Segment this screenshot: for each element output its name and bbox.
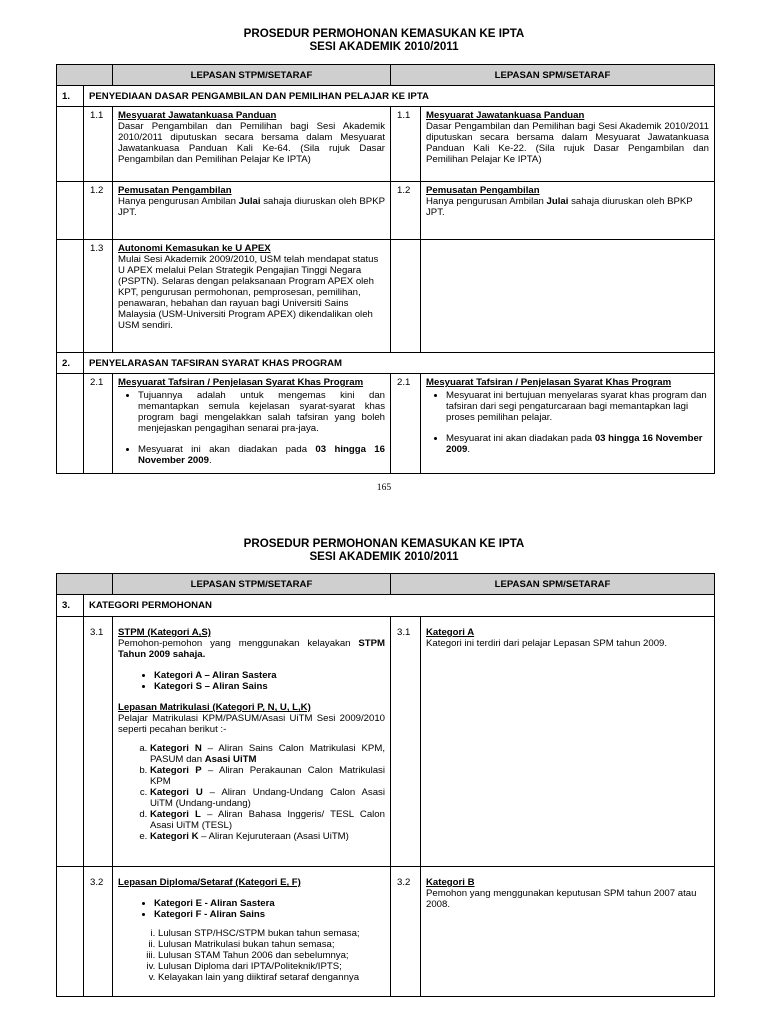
- cell-left: [113, 182, 391, 240]
- item-heading: Pemusatan Pengambilan: [118, 185, 232, 196]
- item-text: Pelajar Matrikulasi KPM/PASUM/Asasi UiTM Sesi 2009/2010 seperti pecahan berikut :-: [118, 713, 385, 735]
- list-item: • Kategori S – Aliran Sains: [154, 681, 385, 692]
- category-name: Kategori L: [150, 809, 201, 820]
- cell-left: [113, 867, 391, 997]
- bold-text: Julai: [546, 196, 569, 207]
- cell-right: [421, 374, 715, 474]
- cell-left: [113, 617, 391, 867]
- qualification-item: iii. Lulusan STAM Tahun 2006 dan sebelumnya;: [158, 950, 385, 961]
- item-text: Pemohon yang menggunakan keputusan SPM tahun 2007 atau 2008.: [426, 888, 697, 910]
- item-text: Kategori ini terdiri dari pelajar Lepasan SPM tahun 2009.: [426, 638, 668, 649]
- item-number: 1.2: [84, 182, 113, 240]
- list-item: • Kategori F - Aliran Sains: [154, 909, 385, 920]
- item-heading: Mesyuarat Jawatankuasa Panduan: [426, 110, 585, 121]
- bold-text: STPM Tahun 2009 sahaja.: [118, 638, 385, 660]
- category-list: [118, 743, 385, 842]
- bold-text: 03 hingga 16 November 2009: [446, 433, 703, 455]
- text-span: Hanya pengurusan Ambilan: [118, 196, 239, 207]
- column-header-stpm: LEPASAN STPM/SETARAF: [113, 574, 391, 595]
- item-number: 3.1: [391, 617, 421, 867]
- item-text: [118, 638, 385, 660]
- item-heading: Mesyuarat Tafsiran / Penjelasan Syarat Khas Program: [118, 377, 364, 388]
- item-text: [426, 196, 709, 218]
- qualification-list: [118, 928, 385, 983]
- category-desc: – Aliran Undang-Undang Calon Asasi UiTM (Undang-undang): [150, 787, 385, 809]
- category-item: [150, 831, 385, 842]
- item-heading: Kategori A: [426, 627, 475, 638]
- page-number: 165: [376, 482, 392, 493]
- column-header-row: [57, 574, 715, 595]
- category-desc: – Aliran Sains Calon Matrikulasi KPM, PASUM dan: [150, 743, 385, 765]
- row-2-1: [57, 374, 715, 474]
- item-text: Dasar Pengambilan dan Pemilihan bagi Sesi Akademik 2010/2011 diputuskan secara bersama dalam Mesyuarat Jawatankuasa Panduan Kali Ke-64. (Sila rujuk Dasar Pengambilan dan Pemilihan Pelajar Ke IPTA): [118, 121, 385, 165]
- item-text: [118, 196, 385, 218]
- item-number: 3.1: [84, 617, 113, 867]
- list-item: [138, 444, 385, 466]
- page-title-line2: SESI AKADEMIK 2010/2011: [309, 550, 459, 563]
- section-number: 1.: [57, 86, 84, 107]
- page-title-line2: SESI AKADEMIK 2010/2011: [309, 40, 459, 53]
- bold-text: Asasi UiTM: [204, 754, 257, 765]
- cell-right: [421, 617, 715, 867]
- text-span: Hanya pengurusan Ambilan: [426, 196, 547, 207]
- row-1-2: [57, 182, 715, 240]
- page-2: [0, 493, 768, 997]
- row-3-2: [57, 867, 715, 997]
- item-heading: Pemusatan Pengambilan: [426, 185, 540, 196]
- item-heading: Autonomi Kemasukan ke U APEX: [118, 243, 271, 254]
- category-item: [150, 809, 385, 831]
- list-item: • Kategori A – Aliran Sastera: [154, 670, 385, 681]
- procedure-table-1: [56, 64, 715, 474]
- category-name: Kategori N: [150, 743, 202, 754]
- item-number: 1.2: [391, 182, 421, 240]
- category-desc: – Aliran Bahasa Inggeris/ TESL Calon Asasi UiTM (TESL): [150, 809, 385, 831]
- bullet-list: [118, 390, 385, 466]
- cell-left: [113, 107, 391, 182]
- bullet-list: [426, 390, 709, 455]
- item-heading: STPM (Kategori A,S): [118, 627, 211, 638]
- category-desc: – Aliran Kejuruteraan (Asasi UiTM): [198, 831, 349, 842]
- qualification-item: v. Kelayakan lain yang diiktiraf setaraf dengannya: [158, 972, 385, 983]
- column-header-stpm: LEPASAN STPM/SETARAF: [113, 65, 391, 86]
- item-number: 3.2: [84, 867, 113, 997]
- list-item: • Tujuannya adalah untuk mengemas kini dan memantapkan semula kejelasan syarat-syarat khas program bagi mengelakkan salah tafsiran yang boleh menjejaskan pengagihan senarai pra-jaya.: [138, 390, 385, 434]
- row-1-3: [57, 240, 715, 353]
- text-span: Pemohon-pemohon yang menggunakan kelayakan: [118, 638, 359, 649]
- cell-left: [113, 240, 391, 353]
- item-heading: Lepasan Matrikulasi (Kategori P, N, U, L,K): [118, 702, 311, 713]
- section-title: KATEGORI PERMOHONAN: [84, 595, 715, 617]
- row-3-1: [57, 617, 715, 867]
- bullet-list: [118, 670, 385, 692]
- text-span: .: [208, 455, 212, 466]
- item-heading: Mesyuarat Jawatankuasa Panduan: [118, 110, 277, 121]
- bullet-list: [118, 898, 385, 920]
- section-row-1: [57, 86, 715, 107]
- column-header-spm: LEPASAN SPM/SETARAF: [391, 65, 715, 86]
- item-heading: Kategori B: [426, 877, 475, 888]
- item-number: 3.2: [391, 867, 421, 997]
- qualification-item: iv. Lulusan Diploma dari IPTA/Politeknik/IPTS;: [158, 961, 385, 972]
- text-span: Mesyuarat ini akan diadakan pada: [446, 433, 595, 444]
- category-item: [150, 787, 385, 809]
- cell-right: [421, 182, 715, 240]
- bold-text: 03 hingga 16 November 2009: [138, 444, 385, 466]
- section-title: PENYELARASAN TAFSIRAN SYARAT KHAS PROGRAM: [84, 353, 715, 374]
- text-span: sahaja diuruskan oleh BPKP JPT.: [426, 196, 693, 218]
- list-item: [446, 433, 709, 455]
- row-1-1: [57, 107, 715, 182]
- section-number: 3.: [57, 595, 84, 617]
- item-text: Dasar Pengambilan dan Pemilihan bagi Sesi Akademik 2010/2011 diputuskan secara bersama dalam Mesyuarat Jawatankuasa Panduan Kali Ke-22. (Sila rujuk Dasar Pengambilan dan Pemilihan Pelajar Ke IPTA): [426, 121, 709, 165]
- category-desc: – Aliran Perakaunan Calon Matrikulasi KPM: [150, 765, 385, 787]
- text-span: .: [467, 444, 471, 455]
- item-text: Mulai Sesi Akademik 2009/2010, USM telah mendapat status U APEX melalui Pelan Strategik Pengajian Tinggi Negara (PSPTN). Selaras dengan pelaksanaan Program APEX oleh KPT, pengurusan permohonan, pemprosesan, pemilihan, penawaran, hebahan dan rayuan bagi Universiti Sains Malaysia (USM-Universiti Program APEX) dikendalikan oleh USM sendiri.: [118, 254, 379, 331]
- item-number: 2.1: [84, 374, 113, 474]
- category-name: Kategori K: [150, 831, 199, 842]
- cell-right: [421, 867, 715, 997]
- qualification-item: ii. Lulusan Matrikulasi bukan tahun semasa;: [158, 939, 385, 950]
- page-title-line1: PROSEDUR PERMOHONAN KEMASUKAN KE IPTA: [243, 27, 525, 40]
- qualification-item: i. Lulusan STP/HSC/STPM bukan tahun semasa;: [158, 928, 385, 939]
- column-header-spm: LEPASAN SPM/SETARAF: [391, 574, 715, 595]
- item-heading: Lepasan Diploma/Setaraf (Kategori E, F): [118, 877, 301, 888]
- page-title-line1: PROSEDUR PERMOHONAN KEMASUKAN KE IPTA: [243, 537, 525, 550]
- list-item: • Kategori E - Aliran Sastera: [154, 898, 385, 909]
- cell-right: [421, 107, 715, 182]
- section-number: 2.: [57, 353, 84, 374]
- section-row-3: [57, 595, 715, 617]
- item-number: 1.1: [391, 107, 421, 182]
- bold-text: Julai: [238, 196, 261, 207]
- page-1: [0, 0, 768, 493]
- category-item: [150, 743, 385, 765]
- cell-left: [113, 374, 391, 474]
- category-name: Kategori U: [150, 787, 203, 798]
- category-item: [150, 765, 385, 787]
- item-number: 1.3: [84, 240, 113, 353]
- item-heading: Mesyuarat Tafsiran / Penjelasan Syarat Khas Program: [426, 377, 672, 388]
- column-header-row: [57, 65, 715, 86]
- section-title: PENYEDIAAN DASAR PENGAMBILAN DAN PEMILIHAN PELAJAR KE IPTA: [84, 86, 715, 107]
- text-span: sahaja diuruskan oleh BPKP JPT.: [118, 196, 385, 218]
- list-item: • Mesyuarat ini bertujuan menyelaras syarat khas program dan tafsiran dari segi pengaturcaraan bagi memantapkan lagi proses pemilihan pelajar.: [446, 390, 709, 423]
- item-number: 1.1: [84, 107, 113, 182]
- category-name: Kategori P: [150, 765, 202, 776]
- procedure-table-2: [56, 573, 715, 997]
- item-number: 2.1: [391, 374, 421, 474]
- section-row-2: [57, 353, 715, 374]
- text-span: Mesyuarat ini akan diadakan pada: [138, 444, 316, 455]
